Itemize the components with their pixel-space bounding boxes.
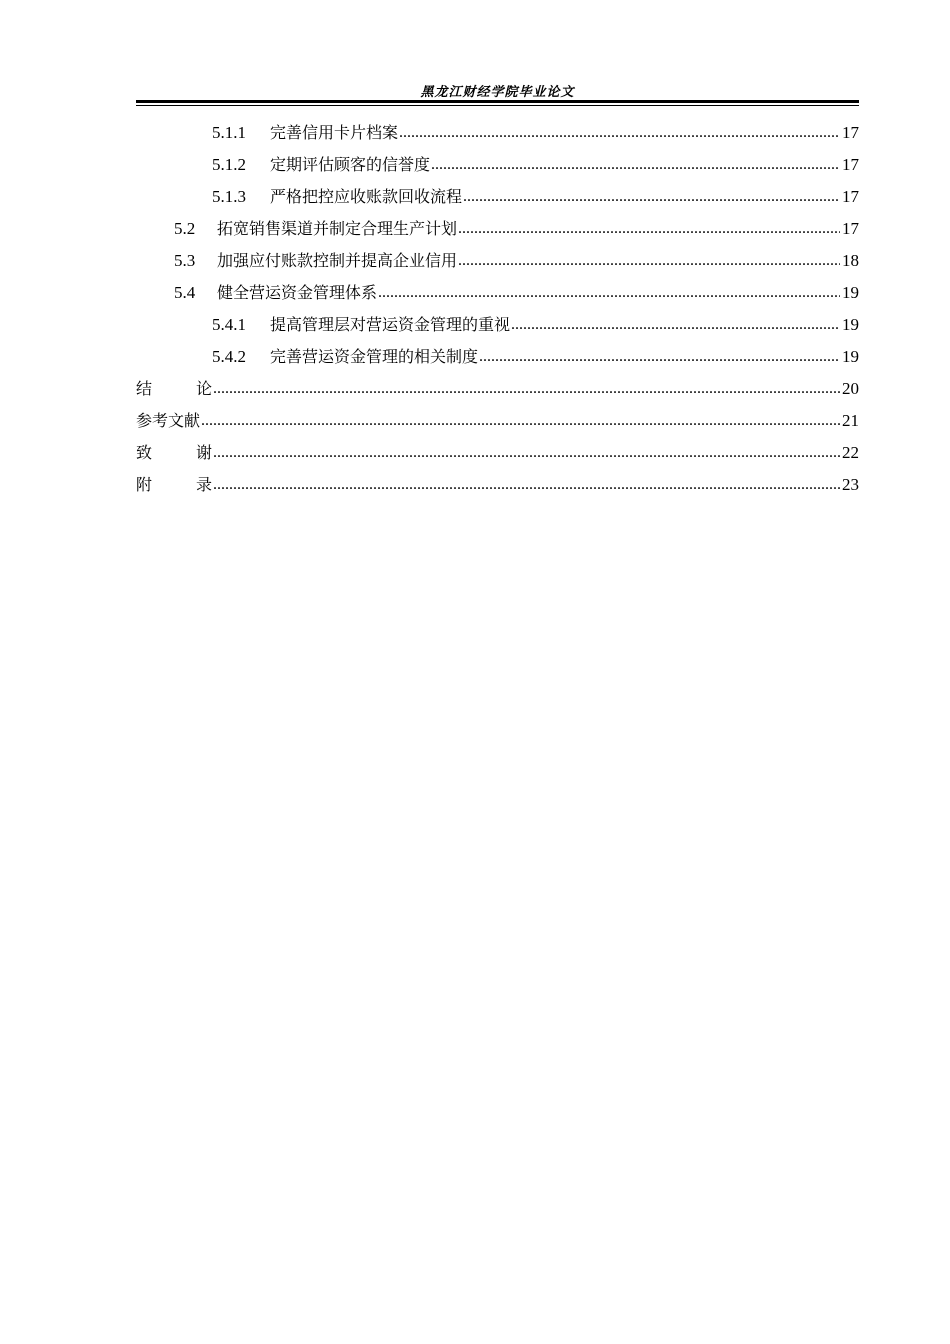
toc-entry-page: 21 [842, 411, 859, 430]
toc-entry-title: 参考文献 [136, 411, 201, 430]
toc-entry-number: 5.3 [174, 251, 196, 270]
toc-entry-page: 22 [842, 443, 859, 462]
toc-entry-title: 完善营运资金管理的相关制度 [270, 347, 479, 366]
toc-entry-title: 定期评估顾客的信誉度 [270, 155, 431, 174]
toc-entry-page: 18 [842, 251, 859, 270]
toc-entry-title: 拓宽销售渠道并制定合理生产计划 [217, 219, 458, 238]
toc-dot-leader [213, 469, 840, 501]
toc-entry-page: 17 [842, 219, 859, 238]
toc-dot-leader [399, 117, 840, 149]
table-of-contents [136, 117, 859, 501]
toc-dot-leader [458, 213, 840, 245]
toc-title-char: 录 [195, 475, 212, 494]
toc-entry-title: 提高管理层对营运资金管理的重视 [270, 315, 511, 334]
toc-dot-leader [378, 277, 840, 309]
toc-entry-number: 5.2 [174, 219, 196, 238]
toc-title-char: 附 [136, 475, 153, 494]
toc-entry-page: 17 [842, 155, 859, 174]
toc-dot-leader [458, 245, 840, 277]
toc-entry-page: 17 [842, 123, 859, 142]
header-rule-thin [136, 105, 859, 106]
toc-entry-number: 5.4.1 [212, 315, 246, 334]
toc-entry[interactable] [136, 149, 859, 181]
toc-title-char: 结 [136, 379, 153, 398]
toc-title-char: 致 [136, 443, 153, 462]
toc-entry-title [136, 437, 212, 469]
toc-entry-number: 5.1.1 [212, 123, 246, 142]
toc-entry-title [136, 469, 212, 501]
toc-dot-leader [511, 309, 840, 341]
toc-entry-page: 17 [842, 187, 859, 206]
toc-entry-number: 5.1.3 [212, 187, 246, 206]
toc-entry-title: 加强应付账款控制并提高企业信用 [217, 251, 458, 270]
toc-entry[interactable] [136, 309, 859, 341]
toc-entry-page: 19 [842, 315, 859, 334]
toc-entry-page: 19 [842, 347, 859, 366]
toc-entry-title: 完善信用卡片档案 [270, 123, 399, 142]
toc-entry[interactable] [136, 117, 859, 149]
toc-entry-conclusion[interactable] [136, 373, 859, 405]
toc-dot-leader [463, 181, 840, 213]
toc-entry-acknowledgements[interactable] [136, 437, 859, 469]
toc-entry[interactable] [136, 213, 859, 245]
toc-entry[interactable] [136, 181, 859, 213]
toc-entry-title: 严格把控应收账款回收流程 [270, 187, 463, 206]
toc-entry[interactable] [136, 277, 859, 309]
toc-dot-leader [213, 373, 840, 405]
toc-entry-page: 20 [842, 379, 859, 398]
toc-dot-leader [431, 149, 840, 181]
toc-title-char: 论 [195, 379, 212, 398]
toc-entry-number: 5.1.2 [212, 155, 246, 174]
toc-entry-appendix[interactable] [136, 469, 859, 501]
toc-title-char: 谢 [195, 443, 212, 462]
toc-entry[interactable] [136, 245, 859, 277]
toc-entry-references[interactable] [136, 405, 859, 437]
toc-entry-page: 19 [842, 283, 859, 302]
toc-dot-leader [479, 341, 840, 373]
header-rule-thick [136, 100, 859, 103]
toc-entry[interactable] [136, 341, 859, 373]
toc-entry-title [136, 373, 212, 405]
toc-entry-page: 23 [842, 475, 859, 494]
toc-entry-title: 健全营运资金管理体系 [217, 283, 378, 302]
toc-dot-leader [201, 405, 840, 437]
toc-entry-number: 5.4 [174, 283, 196, 302]
toc-dot-leader [213, 437, 840, 469]
toc-entry-number: 5.4.2 [212, 347, 246, 366]
page-header [136, 78, 859, 106]
header-title: 黑龙江财经学院毕业论文 [420, 85, 575, 100]
